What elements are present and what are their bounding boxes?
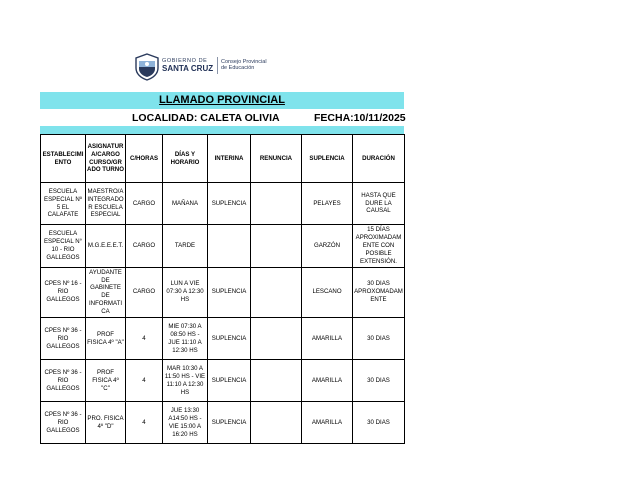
cell-interina: SUPLENCIA <box>208 360 251 402</box>
cell-interina: SUPLENCIA <box>208 267 251 318</box>
table-row <box>41 267 405 318</box>
government-logo <box>134 53 274 81</box>
council-line2: de Educación <box>221 65 255 71</box>
col-header: ASIGNATURA/CARGO CURSO/GRADO TURNO <box>86 135 126 183</box>
cell-renuncia <box>251 225 302 268</box>
col-header: C/HORAS <box>126 135 163 183</box>
cell-horario: MIE 07:30 A 08:50 HS - JUE 11:10 A 12:30 HS <box>163 318 208 360</box>
cell-renuncia <box>251 360 302 402</box>
cell-duracion: 30 DIAS APROXOMADAMENTE <box>353 267 405 318</box>
cell-establecimiento: CPES Nº 36 - RIO GALLEGOS <box>41 360 86 402</box>
cell-asignatura: AYUDANTE DE GABINETE DE INFORMATICA <box>86 267 126 318</box>
col-header: DURACIÓN <box>353 135 405 183</box>
cell-renuncia <box>251 318 302 360</box>
council-line1: Consejo Provincial <box>221 59 267 65</box>
cell-renuncia <box>251 267 302 318</box>
cell-renuncia <box>251 402 302 444</box>
cell-horario: TARDE <box>163 225 208 268</box>
cell-interina <box>208 225 251 268</box>
vacancies-table <box>40 134 405 444</box>
cell-asignatura: PROF FISICA 4º "A" <box>86 318 126 360</box>
cell-asignatura: M.G.E.E.E.T. <box>86 225 126 268</box>
page-title: LLAMADO PROVINCIAL <box>159 94 285 106</box>
cell-horas: CARGO <box>126 225 163 268</box>
cell-duracion: 30 DIAS <box>353 318 405 360</box>
cell-asignatura: PROF FISICA 4º "C" <box>86 360 126 402</box>
col-header: SUPLENCIA <box>302 135 353 183</box>
cell-asignatura: PRO. FISICA 4º "D" <box>86 402 126 444</box>
cell-horas: 4 <box>126 360 163 402</box>
cell-duracion: HASTA QUE DURE LA CAUSAL <box>353 183 405 225</box>
title-banner <box>40 92 404 109</box>
table-header-row <box>41 135 405 183</box>
table-row <box>41 183 405 225</box>
cell-suplencia: LESCANO <box>302 267 353 318</box>
table-row <box>41 318 405 360</box>
table-row <box>41 360 405 402</box>
cell-horario: JUE 13:30 A14:50 HS - VIE 15:00 A 16:20 HS <box>163 402 208 444</box>
cell-suplencia: PELAYES <box>302 183 353 225</box>
cell-suplencia: GARZÓN <box>302 225 353 268</box>
cell-horas: 4 <box>126 318 163 360</box>
localidad-label: LOCALIDAD: CALETA OLIVIA <box>132 112 280 124</box>
santa-cruz-seal-icon <box>134 53 160 81</box>
col-header: ESTABLECIMIENTO <box>41 135 86 183</box>
fecha-label: FECHA:10/11/2025 <box>314 112 406 124</box>
cell-horario: MAÑANA <box>163 183 208 225</box>
cell-duracion: 15 DÍAS APROXIMADAMENTE CON POSIBLE EXTENSIÓN. <box>353 225 405 268</box>
cell-establecimiento: CPES Nº 16 - RIO GALLEGOS <box>41 267 86 318</box>
col-header: RENUNCIA <box>251 135 302 183</box>
cell-establecimiento: ESCUELA ESPECIAL Nº 5 EL CALAFATE <box>41 183 86 225</box>
cell-establecimiento: CPES Nº 36 - RIO GALLEGOS <box>41 402 86 444</box>
col-header: DÍAS Y HORARIO <box>163 135 208 183</box>
logo-divider <box>217 57 218 74</box>
gov-line1: GOBIERNO DE <box>162 58 208 64</box>
cell-suplencia: AMARILLA <box>302 318 353 360</box>
cell-horas: 4 <box>126 402 163 444</box>
cell-horario: MAR 10:30 A 11:50 HS - VIE 11:10 A 12:30 HS <box>163 360 208 402</box>
cell-interina: SUPLENCIA <box>208 318 251 360</box>
cell-suplencia: AMARILLA <box>302 402 353 444</box>
cell-establecimiento: ESCUELA ESPECIAL N° 10 - RIO GALLEGOS <box>41 225 86 268</box>
cell-horas: CARGO <box>126 267 163 318</box>
table-row <box>41 402 405 444</box>
header-band <box>40 126 404 134</box>
table-row <box>41 225 405 268</box>
gov-line2: SANTA CRUZ <box>162 64 214 73</box>
cell-duracion: 30 DIAS <box>353 402 405 444</box>
cell-horario: LUN A VIE 07:30 A 12:30 HS <box>163 267 208 318</box>
cell-asignatura: MAESTRO/A INTEGRADOR ESCUELA ESPECIAL <box>86 183 126 225</box>
cell-horas: CARGO <box>126 183 163 225</box>
cell-renuncia <box>251 183 302 225</box>
cell-interina: SUPLENCIA <box>208 402 251 444</box>
cell-duracion: 30 DIAS <box>353 360 405 402</box>
cell-establecimiento: CPES Nº 36 - RIO GALLEGOS <box>41 318 86 360</box>
col-header: INTERINA <box>208 135 251 183</box>
cell-suplencia: AMARILLA <box>302 360 353 402</box>
cell-interina: SUPLENCIA <box>208 183 251 225</box>
